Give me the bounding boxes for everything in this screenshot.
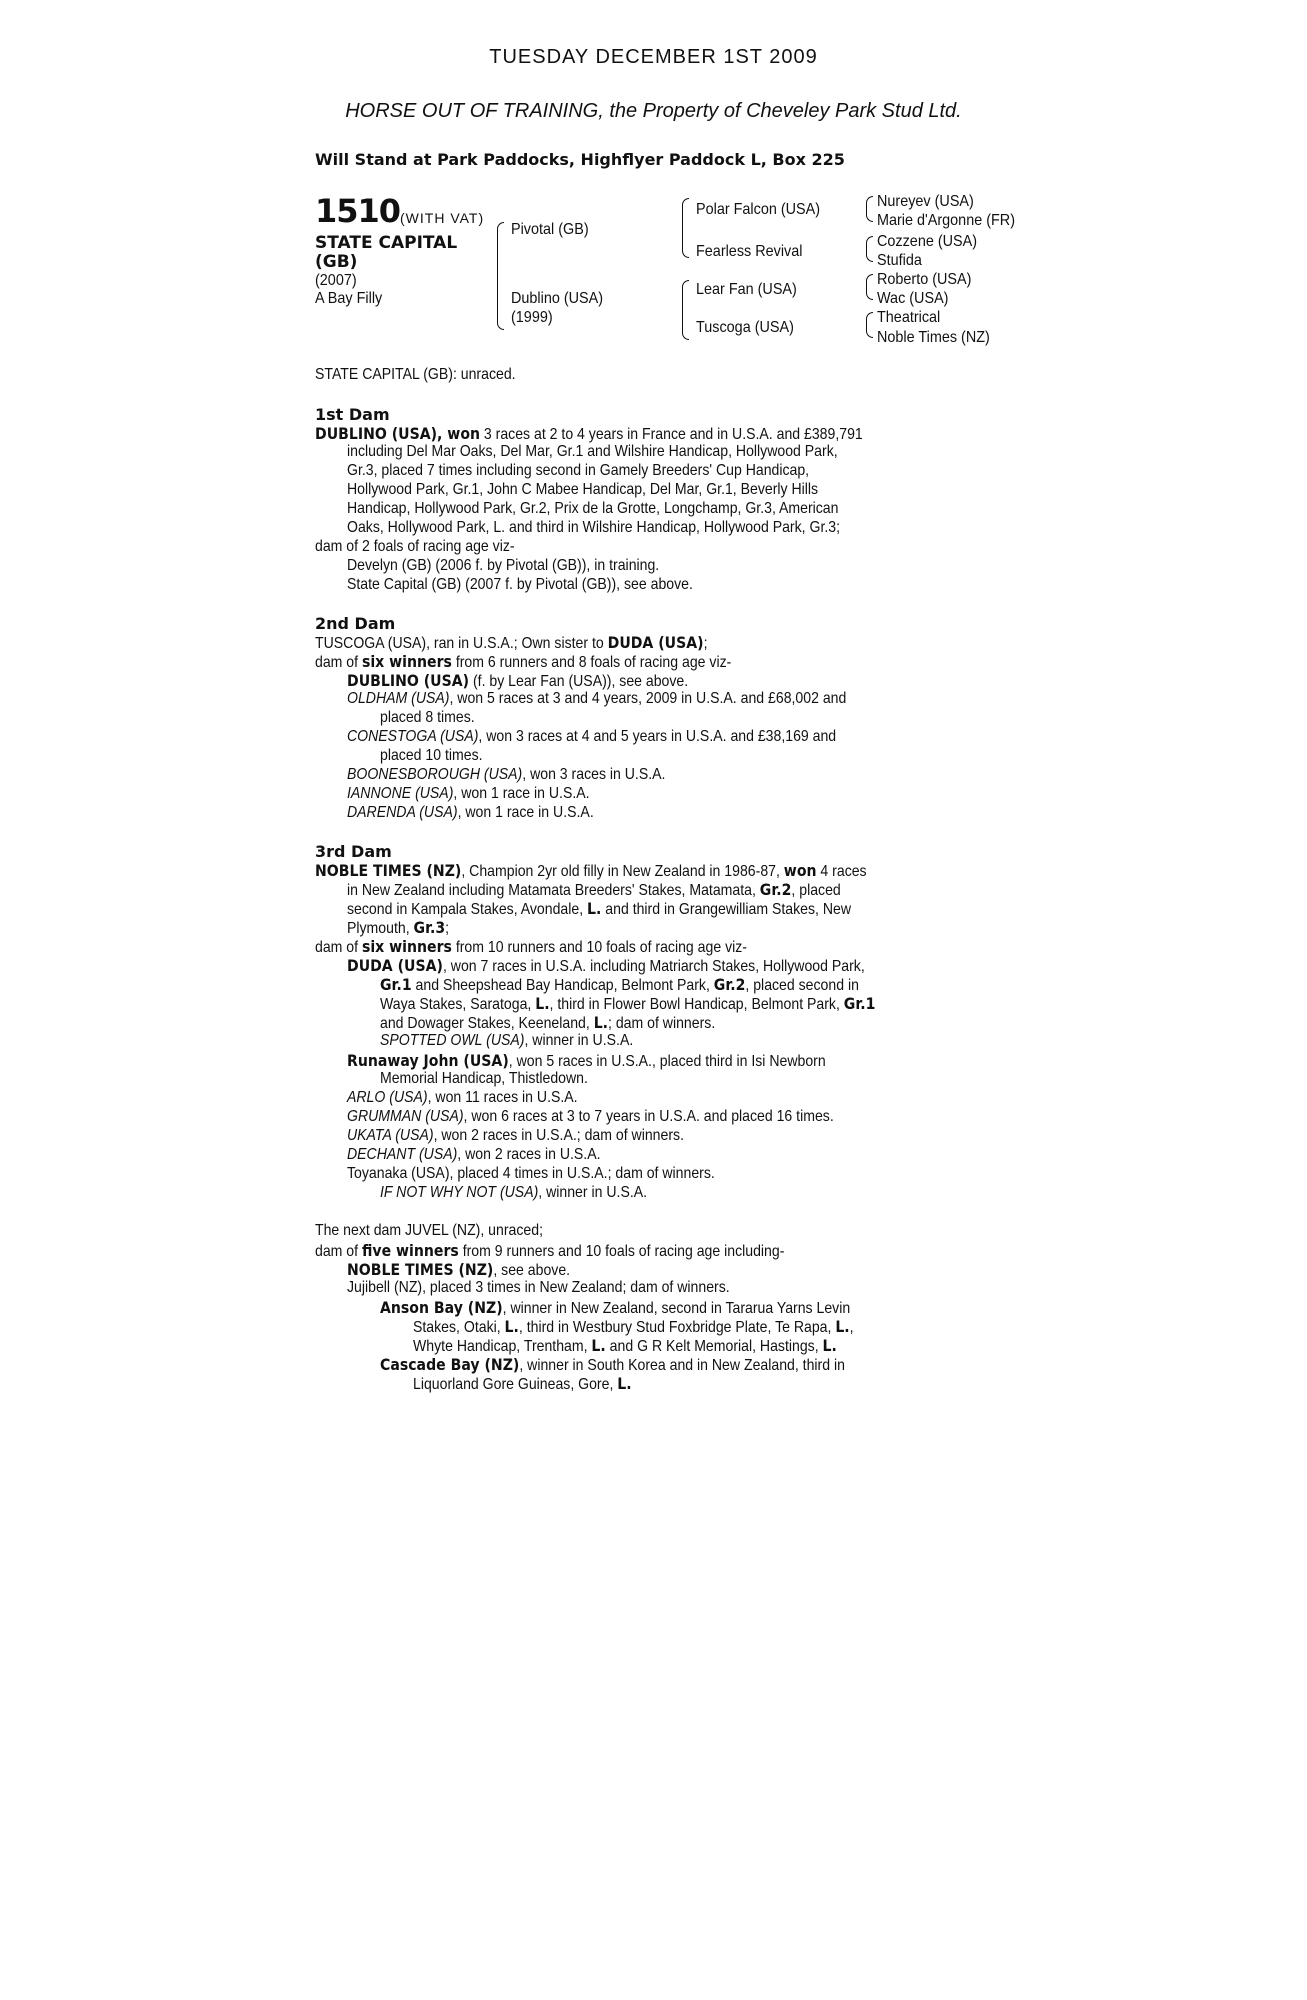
first-dam-line-4: Hollywood Park, Gr.1, John C Mabee Handicap, Del Mar, Gr.1, Beverly Hills <box>347 481 819 498</box>
first-dam-dam-of: dam of 2 foals of racing age viz- <box>315 538 515 555</box>
pedigree-ss: Polar Falcon (USA) <box>696 201 821 218</box>
next-dam-cascade-bay-2: Liquorland Gore Guineas, Gore, L. <box>413 1374 632 1393</box>
first-dam-heading: 1st Dam <box>315 405 390 424</box>
third-dam-line-3: second in Kampala Stakes, Avondale, L. and third in Grangewilliam Stakes, New <box>347 899 852 918</box>
third-dam-duda-3: Waya Stakes, Saratoga, L., third in Flower Bowl Handicap, Belmont Park, Gr.1 <box>380 994 876 1013</box>
second-dam-heading: 2nd Dam <box>315 614 396 633</box>
third-dam-duda-2: Gr.1 and Sheepshead Bay Handicap, Belmont Park, Gr.2, placed second in <box>380 975 859 994</box>
third-dam-line-1: NOBLE TIMES (NZ), Champion 2yr old filly in New Zealand in 1986-87, won 4 races <box>315 861 867 880</box>
first-dam-line-6: Oaks, Hollywood Park, L. and third in Wilshire Handicap, Hollywood Park, Gr.3; <box>347 519 841 536</box>
first-dam-line-5: Handicap, Hollywood Park, Gr.2, Prix de la Grotte, Longchamp, Gr.3, American <box>347 500 839 517</box>
third-dam-heading: 3rd Dam <box>315 842 392 861</box>
second-dam-foal-2-cont: placed 8 times. <box>380 709 475 726</box>
pedigree-sds: Cozzene (USA) <box>877 233 978 250</box>
pedigree-dss: Roberto (USA) <box>877 271 972 288</box>
pedigree-sire: Pivotal (GB) <box>511 221 589 238</box>
first-dam-line-3: Gr.3, placed 7 times including second in Gamely Breeders' Cup Handicap, <box>347 462 810 479</box>
next-dam-jujibell: Jujibell (NZ), placed 3 times in New Zealand; dam of winners. <box>347 1279 730 1296</box>
pedigree-dsd: Wac (USA) <box>877 290 949 307</box>
third-dam-toyanaka: Toyanaka (USA), placed 4 times in U.S.A.; dam of winners. <box>347 1165 715 1182</box>
third-dam-dam-of: dam of six winners from 10 runners and 10 foals of racing age viz- <box>315 937 747 956</box>
vat-note: (WITH VAT) <box>400 210 485 226</box>
stand-location: Will Stand at Park Paddocks, Highflyer Paddock L, Box 225 <box>315 150 845 169</box>
second-dam-line-2: dam of six winners from 6 runners and 8 foals of racing age viz- <box>315 652 732 671</box>
next-dam-anson-bay: Anson Bay (NZ), winner in New Zealand, second in Tararua Yarns Levin <box>380 1298 851 1317</box>
next-dam-cascade-bay: Cascade Bay (NZ), winner in South Korea and in New Zealand, third in <box>380 1355 845 1374</box>
next-dam-line-1: The next dam JUVEL (NZ), unraced; <box>315 1222 543 1239</box>
pedigree-ssd: Marie d'Argonne (FR) <box>877 212 1015 229</box>
third-dam-arlo: ARLO (USA), won 11 races in U.S.A. <box>347 1089 578 1106</box>
ss-brace <box>866 196 873 222</box>
horse-origin: (GB) <box>315 252 358 272</box>
third-dam-line-2: in New Zealand including Matamata Breeders' Stakes, Matamata, Gr.2, placed <box>347 880 841 899</box>
dd-brace <box>866 312 873 338</box>
pedigree-dds: Theatrical <box>877 309 941 326</box>
third-dam-duda-1: DUDA (USA), won 7 races in U.S.A. including Matriarch Stakes, Hollywood Park, <box>347 956 865 975</box>
pedigree-dd: Tuscoga (USA) <box>696 319 794 336</box>
sire-line-brace <box>682 198 689 258</box>
third-dam-grumman: GRUMMAN (USA), won 6 races at 3 to 7 years in U.S.A. and placed 16 times. <box>347 1108 834 1125</box>
first-dam-foal-1: Develyn (GB) (2006 f. by Pivotal (GB)), in training. <box>347 557 660 574</box>
horse-description: A Bay Filly <box>315 290 383 307</box>
next-dam-anson-bay-3: Whyte Handicap, Trentham, L. and G R Kelt Memorial, Hastings, L. <box>413 1336 837 1355</box>
first-dam-line-2: including Del Mar Oaks, Del Mar, Gr.1 and Wilshire Handicap, Hollywood Park, <box>347 443 838 460</box>
pedigree-sss: Nureyev (USA) <box>877 193 974 210</box>
third-dam-runaway-john: Runaway John (USA), won 5 races in U.S.A., placed third in Isi Newborn <box>347 1051 826 1070</box>
second-dam-foal-1: DUBLINO (USA) (f. by Lear Fan (USA)), see above. <box>347 671 689 690</box>
third-dam-dechant: DECHANT (USA), won 2 races in U.S.A. <box>347 1146 601 1163</box>
sale-date: TUESDAY DECEMBER 1ST 2009 <box>489 46 818 68</box>
second-dam-foal-3: CONESTOGA (USA), won 3 races at 4 and 5 years in U.S.A. and £38,169 and <box>347 728 837 745</box>
pedigree-dam: Dublino (USA) <box>511 290 604 307</box>
horse-name: STATE CAPITAL <box>315 233 458 253</box>
pedigree-dam-year: (1999) <box>511 309 553 326</box>
sd-brace <box>866 236 873 262</box>
horse-year: (2007) <box>315 272 357 289</box>
race-summary: STATE CAPITAL (GB): unraced. <box>315 366 516 383</box>
pedigree-sdd: Stufida <box>877 252 922 269</box>
next-dam-anson-bay-2: Stakes, Otaki, L., third in Westbury Stud Foxbridge Plate, Te Rapa, L., <box>413 1317 854 1336</box>
third-dam-runaway-cont: Memorial Handicap, Thistledown. <box>380 1070 588 1087</box>
third-dam-duda-4: and Dowager Stakes, Keeneland, L.; dam of winners. <box>380 1013 716 1032</box>
second-dam-foal-2: OLDHAM (USA), won 5 races at 3 and 4 years, 2009 in U.S.A. and £68,002 and <box>347 690 847 707</box>
second-dam-line-1: TUSCOGA (USA), ran in U.S.A.; Own sister to DUDA (USA); <box>315 633 708 652</box>
second-dam-foal-6: DARENDA (USA), won 1 race in U.S.A. <box>347 804 594 821</box>
third-dam-spotted-owl: SPOTTED OWL (USA), winner in U.S.A. <box>380 1032 634 1049</box>
sire-dam-brace <box>497 222 504 330</box>
second-dam-foal-4: BOONESBOROUGH (USA), won 3 races in U.S.A. <box>347 766 666 783</box>
pedigree-ds: Lear Fan (USA) <box>696 281 797 298</box>
third-dam-ukata: UKATA (USA), won 2 races in U.S.A.; dam of winners. <box>347 1127 684 1144</box>
first-dam-foal-2: State Capital (GB) (2007 f. by Pivotal (GB)), see above. <box>347 576 693 593</box>
lot-number: 1510 <box>315 192 401 230</box>
ds-brace <box>866 274 873 300</box>
dam-line-brace <box>682 280 689 340</box>
next-dam-line-2: dam of five winners from 9 runners and 10 foals of racing age including- <box>315 1241 785 1260</box>
pedigree-ddd: Noble Times (NZ) <box>877 329 990 346</box>
lot-title: HORSE OUT OF TRAINING, the Property of Cheveley Park Stud Ltd. <box>345 100 962 122</box>
third-dam-line-4: Plymouth, Gr.3; <box>347 918 450 937</box>
pedigree-sd: Fearless Revival <box>696 243 803 260</box>
second-dam-foal-5: IANNONE (USA), won 1 race in U.S.A. <box>347 785 590 802</box>
third-dam-if-not-why-not: IF NOT WHY NOT (USA), winner in U.S.A. <box>380 1184 648 1201</box>
first-dam-line-1: DUBLINO (USA), won 3 races at 2 to 4 years in France and in U.S.A. and £389,791 <box>315 424 863 443</box>
second-dam-foal-3-cont: placed 10 times. <box>380 747 483 764</box>
next-dam-noble-times: NOBLE TIMES (NZ), see above. <box>347 1260 571 1279</box>
